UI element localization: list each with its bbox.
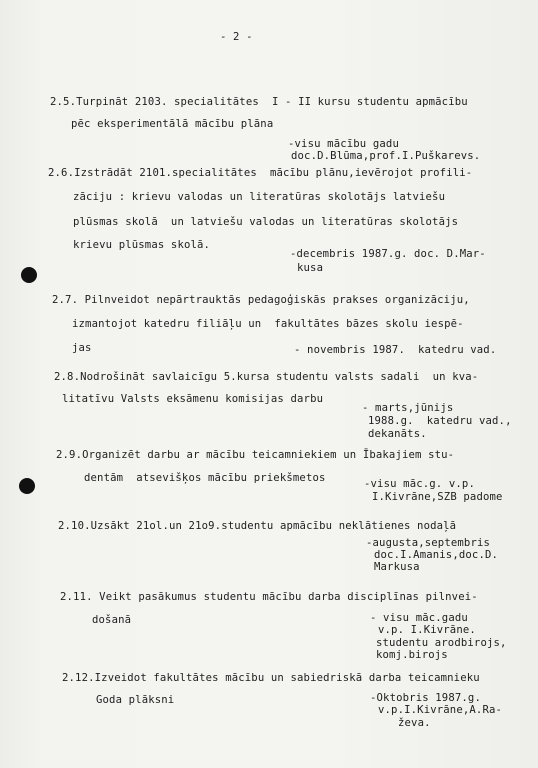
- item-responsible-line: I.Kivrāne,SZB padome: [372, 491, 503, 503]
- item-text-line: zāciju : krievu valodas un literatūras skolotājs latviešu: [73, 191, 446, 203]
- item-responsible-line: komj.birojs: [376, 649, 448, 661]
- item-responsible-line: studentu arodbirojs,: [376, 637, 507, 649]
- page-number: - 2 -: [220, 31, 253, 43]
- item-text-line: 2.9.Organizēt darbu ar mācību teicamniekiem un Ībakajiem stu-: [56, 449, 455, 461]
- item-responsible-line: -visu mācību gadu: [288, 138, 399, 150]
- item-responsible-line: -visu māc.g. v.p.: [364, 478, 475, 490]
- item-text-line: 2.8.Nodrošināt savlaicīgu 5.kursa studentu valsts sadali un kva-: [54, 371, 479, 383]
- item-text-line: dentām atsevišķos mācību priekšmetos: [84, 472, 326, 484]
- item-text-line: pēc eksperimentālā mācību plāna: [71, 118, 274, 130]
- item-responsible-line: - novembris 1987. katedru vad.: [294, 344, 497, 356]
- item-text-line: 2.6.Izstrādāt 2101.specialitātes mācību plānu,ievērojot profili-: [48, 167, 473, 179]
- item-responsible-line: Markusa: [374, 561, 420, 573]
- punch-hole-top: [21, 267, 37, 283]
- punch-hole-bottom: [19, 478, 35, 494]
- item-responsible-line: -augusta,septembris: [366, 537, 491, 549]
- item-responsible-line: doc.I.Amanis,doc.D.: [374, 549, 499, 561]
- item-text-line: jas: [72, 342, 92, 354]
- item-responsible-line: v.p. I.Kivrāne.: [378, 624, 476, 636]
- item-responsible-line: ževa.: [398, 717, 431, 729]
- item-responsible-line: -decembris 1987.g. doc. D.Mar-: [290, 248, 486, 260]
- item-text-line: 2.12.Izveidot fakultātes mācību un sabiedriskā darba teicamnieku: [62, 672, 480, 684]
- item-text-line: 2.11. Veikt pasākumus studentu mācību darba disciplīnas pilnvei-: [60, 591, 478, 603]
- item-text-line: 2.7. Pilnveidot nepārtrauktās pedagoģiskās prakses organizāciju,: [52, 294, 470, 306]
- item-responsible-line: dekanāts.: [368, 428, 427, 440]
- item-responsible-line: v.p.I.Kivrāne,A.Ra-: [378, 704, 503, 716]
- item-text-line: došanā: [92, 614, 132, 626]
- item-responsible-line: - marts,jūnijs: [362, 402, 454, 414]
- item-text-line: izmantojot katedru filiāļu un fakultātes bāzes skolu iespē-: [72, 318, 464, 330]
- item-responsible-line: - visu māc.gadu: [370, 612, 468, 624]
- item-responsible-line: doc.D.Blūma,prof.I.Puškarevs.: [291, 150, 481, 162]
- item-responsible-line: kusa: [297, 262, 324, 274]
- item-text-line: litatīvu Valsts eksāmenu komisijas darbu: [62, 393, 324, 405]
- item-text-line: 2.5.Turpināt 2103. specialitātes I - II kursu studentu apmācību: [50, 96, 468, 108]
- item-text-line: plūsmas skolā un latviešu valodas un literatūras skolotājs: [73, 216, 459, 228]
- item-responsible-line: 1988.g. katedru vad.,: [368, 415, 512, 427]
- item-text-line: Goda plāksni: [96, 694, 175, 706]
- item-text-line: 2.10.Uzsākt 21ol.un 21o9.studentu apmācību neklātienes nodaļā: [58, 520, 457, 532]
- item-responsible-line: -Oktobris 1987.g.: [370, 692, 481, 704]
- item-text-line: krievu plūsmas skolā.: [73, 239, 211, 251]
